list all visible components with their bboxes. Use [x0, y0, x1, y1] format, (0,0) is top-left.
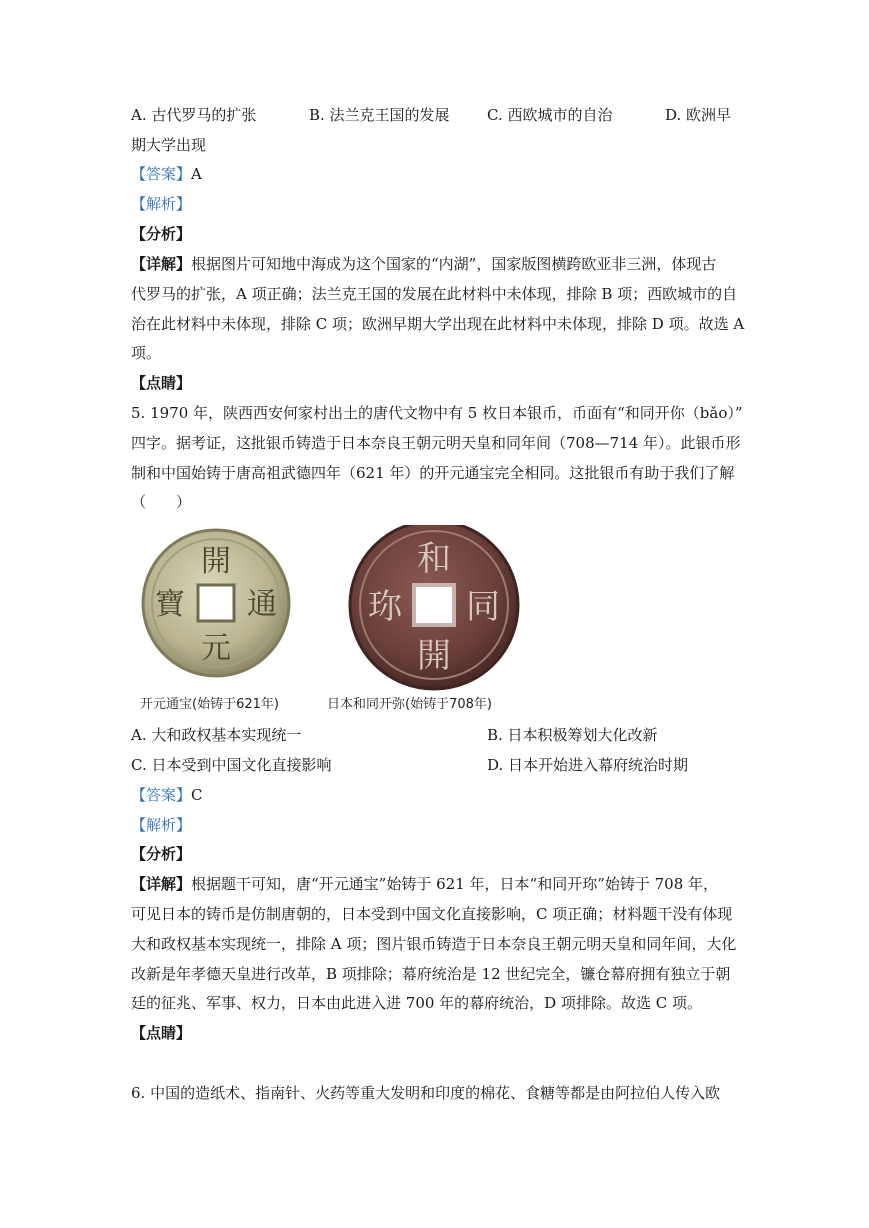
- q4-answer: [131, 163, 741, 185]
- q5-answer-label: 【答案】: [131, 786, 192, 804]
- q4-detail-label: 【详解】: [131, 255, 192, 273]
- q4-option-b: B. 法兰克王国的发展: [309, 106, 450, 124]
- q5-detail-line-5: 廷的征兆、军事、权力，日本由此进入进 700 年的幕府统治，D 项排除。故选 C 项。: [131, 994, 702, 1012]
- q5-dianjing: 【点睛】: [131, 1024, 192, 1042]
- coin2-caption: 日本和同开弥(始铸于708年): [327, 697, 492, 712]
- q4-detail-line-1: 【详解】根据图片可知地中海成为这个国家的“内湖”，国家版图横跨欧亚非三洲，体现古: [131, 255, 717, 273]
- q4-option-c: C. 西欧城市的自治: [487, 106, 613, 124]
- coin2-char-top: 和: [417, 539, 451, 579]
- q4-option-a: A. 古代罗马的扩张: [131, 106, 257, 124]
- q6-stem: 6. 中国的造纸术、指南针、火药等重大发明和印度的棉花、食糖等都是由阿拉伯人传入欧: [131, 1084, 721, 1102]
- coin1-char-left: 寶: [155, 587, 185, 622]
- q5-options-row-2: [131, 754, 741, 776]
- q5-detail-line-3: 大和政权基本实现统一，排除 A 项；图片银币铸造于日本奈良王朝元明天皇和同年间，大化: [131, 935, 737, 953]
- coin1-caption: 开元通宝(始铸于621年): [140, 697, 279, 712]
- q4-answer-label: 【答案】: [131, 165, 192, 183]
- q4-detail-line-2: 代罗马的扩张，A 项正确；法兰克王国的发展在此材料中未体现，排除 B 项；西欧城市的自: [131, 285, 738, 303]
- coin1-char-top: 開: [201, 544, 231, 579]
- q5-jiexi: 【解析】: [131, 816, 192, 834]
- q5-detail-line-4: 改新是年孝德天皇进行改革，B 项排除；幕府统治是 12 世纪完全，镰仓幕府拥有独立于朝: [131, 965, 731, 983]
- coin2-char-left: 珎: [368, 587, 402, 627]
- q4-option-d: D. 欧洲早: [665, 106, 732, 124]
- coin1-char-bottom: 元: [201, 631, 231, 666]
- q4-options-row: [131, 104, 741, 126]
- coin1-char-right: 通: [247, 587, 277, 622]
- coin-images: [131, 525, 531, 720]
- q4-jiexi: 【解析】: [131, 195, 192, 213]
- q5-option-d: D. 日本开始进入幕府统治时期: [487, 756, 689, 774]
- wado-kaichin-coin: [350, 525, 518, 689]
- coin2-char-right: 同: [466, 587, 500, 627]
- q5-stem-line-4: （ ）: [131, 493, 192, 511]
- q5-options-row-1: [131, 724, 741, 746]
- q5-stem-line-1: 5. 1970 年，陕西西安何家村出土的唐代文物中有 5 枚日本银币，币面有“和同开你（bǎo）”: [131, 404, 743, 422]
- q5-detail-line-2: 可见日本的铸币是仿制唐朝的，日本受到中国文化直接影响，C 项正确；材料题干没有体现: [131, 905, 733, 923]
- q5-fenxi: 【分析】: [131, 845, 192, 863]
- q4-answer-value: A: [191, 165, 202, 183]
- q5-answer-value: C: [191, 786, 203, 804]
- coin2-char-bottom: 開: [417, 636, 451, 676]
- q5-detail-line-1: 【详解】根据题干可知，唐“开元通宝”始铸于 621 年，日本“和同开珎”始铸于 708 年，: [131, 875, 719, 893]
- q5-option-b: B. 日本积极筹划大化改新: [487, 726, 658, 744]
- q4-detail-line-4: 项。: [131, 344, 162, 362]
- q5-stem-line-3: 制和中国始铸于唐高祖武德四年（621 年）的开元通宝完全相同。这批银币有助于我们了解: [131, 464, 735, 482]
- q5-answer: [131, 784, 741, 806]
- q4-option-d-cont: 期大学出现: [131, 136, 207, 154]
- q5-option-a: A. 大和政权基本实现统一: [131, 726, 302, 744]
- q4-fenxi: 【分析】: [131, 225, 192, 243]
- q4-detail-line-3: 治在此材料中未体现，排除 C 项；欧洲早期大学出现在此材料中未体现，排除 D 项。故选 A: [131, 315, 745, 333]
- q5-detail-label: 【详解】: [131, 875, 192, 893]
- q5-option-c: C. 日本受到中国文化直接影响: [131, 756, 332, 774]
- q5-stem-line-2: 四字。据考证，这批银币铸造于日本奈良王朝元明天皇和同年间（708—714 年）。此银币形: [131, 434, 741, 452]
- q4-dianjing: 【点睛】: [131, 374, 192, 392]
- kaiyuan-coin: [143, 530, 289, 676]
